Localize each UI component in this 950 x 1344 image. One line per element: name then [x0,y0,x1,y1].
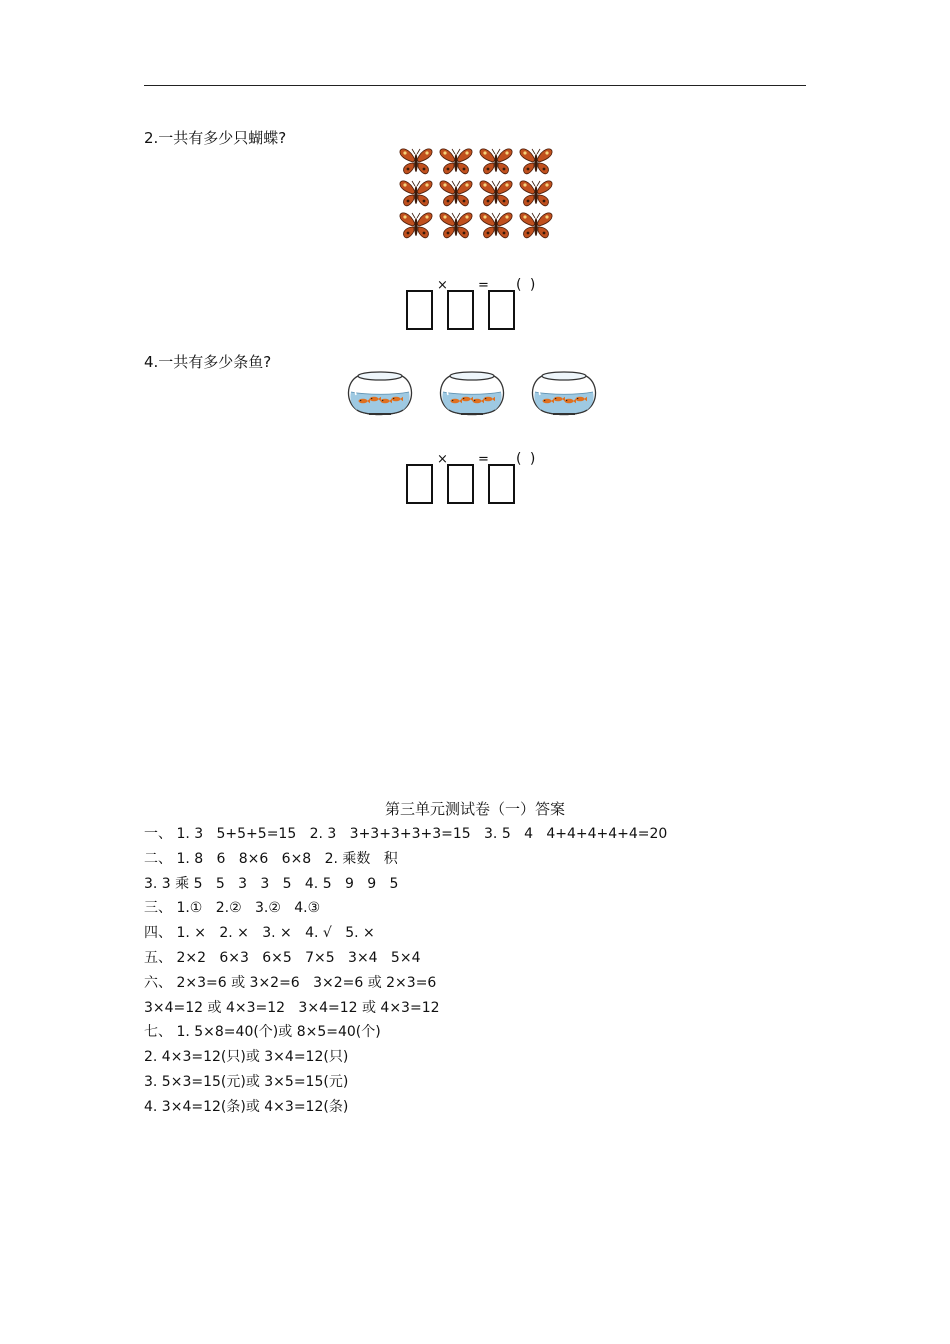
answer-box-2[interactable] [447,290,474,330]
butterfly-icon [516,210,556,242]
butterfly-icon [396,210,436,242]
fish-bowl-icon [343,370,417,418]
answer-line: 4. 3×4=12(条)或 4×3=12(条) [144,1098,349,1115]
equals-sign: = [478,452,489,467]
answer-box-2[interactable] [447,464,474,504]
answer-line: 五、 2×2 6×3 6×5 7×5 3×4 5×4 [144,949,421,966]
butterfly-icon [396,146,436,178]
fish-bowl-icon [527,370,601,418]
butterfly-icon [476,146,516,178]
unit-parentheses: ( ) [516,451,538,467]
answer-line: 一、 1. 3 5+5+5=15 2. 3 3+3+3+3+3=15 3. 5 4 4+4+4+4+4=20 [144,826,668,842]
answer-line: 七、 1. 5×8=40(个)或 8×5=40(个) [144,1024,381,1041]
butterfly-icon [516,178,556,210]
equation-blank-1 [405,277,555,332]
times-sign: × [437,452,448,467]
answer-box-1[interactable] [406,464,433,504]
answer-line: 3×4=12 或 4×3=12 3×4=12 或 4×3=12 [144,999,440,1016]
answer-box-3[interactable] [488,290,515,330]
question-4: 4.一共有多少条鱼? [144,353,272,371]
butterfly-icon [476,178,516,210]
butterfly-icon [436,210,476,242]
butterfly-icon [516,146,556,178]
fish-bowl-icon [435,370,509,418]
butterfly-icon [476,210,516,242]
butterfly-illustration [396,146,556,242]
answer-line: 四、 1. × 2. × 3. × 4. √ 5. × [144,925,375,942]
answer-line: 六、 2×3=6 或 3×2=6 3×2=6 或 2×3=6 [144,974,437,991]
butterfly-icon [436,146,476,178]
unit-parentheses: ( ) [516,277,538,293]
butterfly-icon [396,178,436,210]
times-sign: × [437,278,448,293]
answer-line: 2. 4×3=12(只)或 3×4=12(只) [144,1049,349,1066]
answer-line: 3. 3 乘 5 5 3 3 5 4. 5 9 9 5 [144,875,399,892]
fish-bowl-illustration [343,370,608,418]
answer-key [144,824,667,1122]
answer-line: 3. 5×3=15(元)或 3×5=15(元) [144,1073,349,1090]
equals-sign: = [478,278,489,293]
answer-line: 二、 1. 8 6 8×6 6×8 2. 乘数 积 [144,850,398,867]
answer-key-title: 第三单元测试卷（一）答案 [384,800,565,818]
answer-box-1[interactable] [406,290,433,330]
top-rule [144,85,806,86]
equation-blank-2 [405,451,555,506]
answer-box-3[interactable] [488,464,515,504]
question-2: 2.一共有多少只蝴蝶? [144,129,287,147]
answer-line: 三、 1.① 2.② 3.② 4.③ [144,900,321,917]
butterfly-icon [436,178,476,210]
